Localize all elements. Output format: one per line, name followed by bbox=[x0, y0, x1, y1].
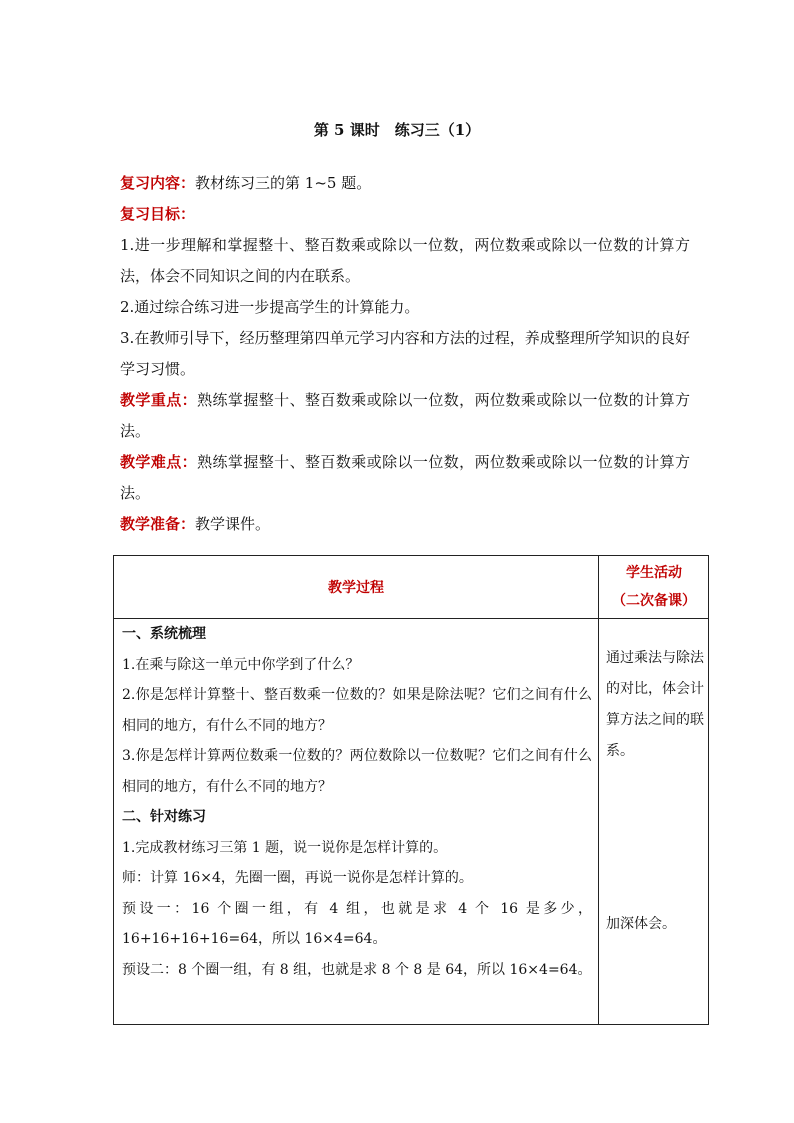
teaching-process-table bbox=[113, 555, 709, 1025]
section-title: 一、系统梳理 bbox=[122, 626, 206, 642]
header-student-activity bbox=[599, 556, 709, 618]
header-teaching-process: 教学过程 bbox=[328, 580, 384, 596]
teaching-key-label: 教学重点： bbox=[120, 391, 198, 409]
teaching-key bbox=[120, 385, 690, 447]
goal-item: 2.通过综合练习进一步提高学生的计算能力。 bbox=[120, 298, 420, 316]
teaching-key-text: 熟练掌握整十、整百数乘或除以一位数，两位数乘或除以一位数的计算方法。 bbox=[120, 391, 690, 440]
list-item: 预设一：16 个圈一组，有 4 组，也就是求 4 个 16 是多少，16+16+16+16=64，所以 16×4=64。 bbox=[122, 900, 592, 947]
header-side-line1: 学生活动 bbox=[626, 565, 682, 581]
column-divider bbox=[598, 556, 599, 1024]
list-item: 1.完成教材练习三第 1 题，说一说你是怎样计算的。 bbox=[122, 839, 448, 856]
teaching-prep-label: 教学准备： bbox=[120, 515, 196, 533]
list-item: 1.在乘与除这一单元中你学到了什么？ bbox=[122, 656, 360, 673]
review-content-label: 复习内容： bbox=[120, 174, 196, 192]
review-content bbox=[120, 168, 690, 199]
teaching-process-body bbox=[122, 619, 592, 985]
goal-item: 1.进一步理解和掌握整十、整百数乘或除以一位数，两位数乘或除以一位数的计算方法，体会不同知识之间的内在联系。 bbox=[120, 236, 690, 285]
review-goals-heading: 复习目标： bbox=[120, 205, 196, 223]
list-item: 师：计算 16×4，先圈一圈，再说一说你是怎样计算的。 bbox=[122, 870, 473, 886]
list-item: 预设二：8 个圈一组，有 8 组，也就是求 8 个 8 是 64，所以 16×4=64。 bbox=[122, 961, 592, 978]
page-title: 第 5 课时 练习三（1） bbox=[313, 121, 481, 139]
teaching-prep bbox=[120, 509, 690, 540]
lesson-meta bbox=[120, 168, 690, 540]
list-item: 2.你是怎样计算整十、整百数乘一位数的？如果是除法呢？它们之间有什么相同的地方，有什么不同的地方？ bbox=[122, 687, 592, 734]
list-item: 3.你是怎样计算两位数乘一位数的？两位数除以一位数呢？它们之间有什么相同的地方，有什么不同的地方？ bbox=[122, 748, 592, 795]
student-activity-note: 通过乘法与除法的对比，体会计算方法之间的联系。 bbox=[606, 650, 704, 759]
student-activity-note: 加深体会。 bbox=[606, 916, 676, 932]
section-title: 二、针对练习 bbox=[122, 809, 206, 825]
header-side-line2: （二次备课） bbox=[612, 593, 696, 609]
review-goals-label bbox=[120, 199, 690, 230]
teaching-difficulty bbox=[120, 447, 690, 509]
teaching-prep-text: 教学课件。 bbox=[195, 515, 271, 533]
review-content-text: 教材练习三的第 1~5 题。 bbox=[195, 174, 372, 192]
goal-item: 3.在教师引导下，经历整理第四单元学习内容和方法的过程，养成整理所学知识的良好学习习惯。 bbox=[120, 329, 690, 378]
teaching-difficulty-text: 熟练掌握整十、整百数乘或除以一位数，两位数乘或除以一位数的计算方法。 bbox=[120, 453, 690, 502]
teaching-difficulty-label: 教学难点： bbox=[120, 453, 198, 471]
